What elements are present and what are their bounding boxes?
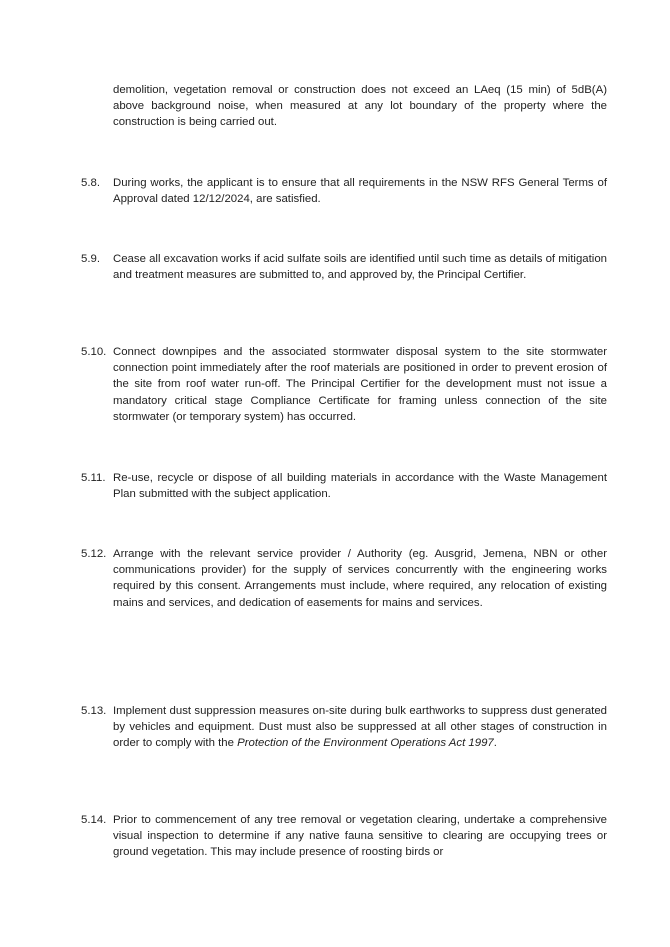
condition-text: Connect downpipes and the associated stormwater disposal system to the site stormwater connection point immediately after the roof materials are positioned in order to prevent erosion of the site from roof water run-off. The Principal Certifier for the development must not issue a mandatory critical stage Compliance Certificate for framing unless connection of the site stormwater (or temporary system) has occurred.	[113, 346, 607, 423]
condition-text: demolition, vegetation removal or construction does not exceed an LAeq (15 min) of 5dB(A) above background noise, when measured at any lot boundary of the property where the construction is being carried out.	[113, 84, 607, 129]
condition-5-14	[81, 812, 607, 861]
act-title: Protection of the Environment Operations Act 1997	[237, 737, 494, 750]
condition-5-11	[81, 470, 607, 502]
condition-text: Prior to commencement of any tree removal or vegetation clearing, undertake a comprehensive visual inspection to determine if any native fauna sensitive to clearing are occupying trees or ground vegetation. This may include presence of roosting birds or	[113, 814, 607, 859]
condition-5-12	[81, 546, 607, 611]
condition-5-10	[81, 344, 607, 425]
condition-5-7-continued	[81, 82, 607, 131]
condition-text: Cease all excavation works if acid sulfate soils are identified until such time as details of mitigation and treatment measures are submitted to, and approved by, the Principal Certifier.	[113, 253, 607, 282]
condition-text	[113, 703, 607, 752]
condition-number: 5.14.	[81, 814, 107, 826]
condition-number: 5.8.	[81, 177, 100, 189]
condition-text-start: Implement dust suppression measures on-site during bulk earthworks to suppress dust generated by vehicles and equipment. Dust must also be suppressed at all other stages of construction in order to comply with the	[113, 705, 607, 750]
condition-text: Re-use, recycle or dispose of all building materials in accordance with the Waste Management Plan submitted with the subject application.	[113, 472, 607, 501]
condition-text-end: .	[493, 737, 497, 750]
condition-text: Arrange with the relevant service provider / Authority (eg. Ausgrid, Jemena, NBN or other communications provider) for the supply of services concurrently with the engineering works required by this consent. Arrangements must include, where required, any relocation of existing mains and services, and dedication of easements for mains and services.	[113, 548, 607, 609]
condition-5-9	[81, 251, 607, 283]
condition-number: 5.13.	[81, 705, 107, 717]
condition-number: 5.10.	[81, 346, 107, 358]
condition-number: 5.12.	[81, 548, 107, 560]
condition-5-8	[81, 175, 607, 207]
condition-number: 5.9.	[81, 253, 100, 265]
condition-number: 5.11.	[81, 472, 106, 484]
condition-5-13	[81, 703, 607, 752]
condition-text: During works, the applicant is to ensure that all requirements in the NSW RFS General Terms of Approval dated 12/12/2024, are satisfied.	[113, 177, 607, 206]
